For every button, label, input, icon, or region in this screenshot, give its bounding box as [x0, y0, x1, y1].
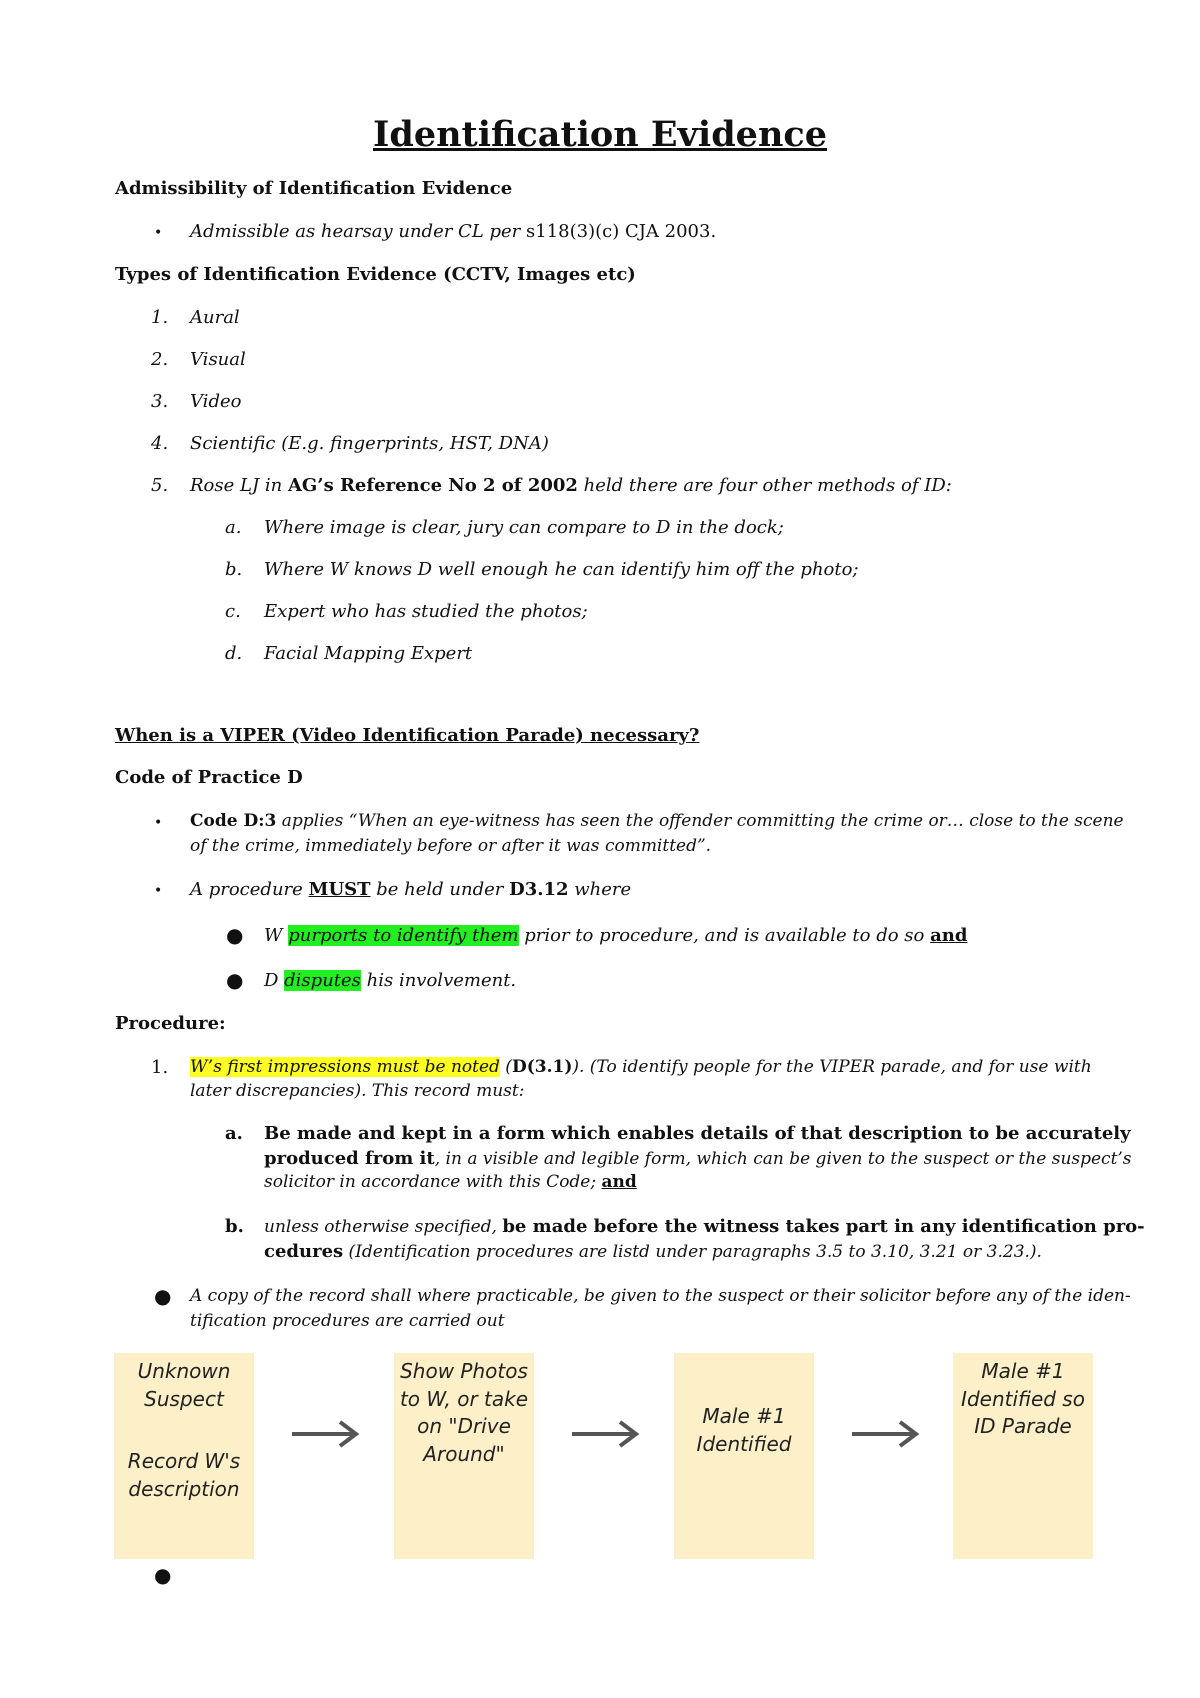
list-number: 3.: [151, 391, 169, 412]
box-text: on "Drive: [417, 1414, 511, 1439]
sub-letter: a.: [225, 517, 242, 538]
sub-letter: b.: [225, 1216, 244, 1237]
box-text: Around": [423, 1441, 505, 1466]
sub-letter: b.: [225, 559, 243, 580]
record-b-rest2: (Identification procedures are listd under paragraphs 3.5 to 3.10, 3.21 or 3.23.).: [343, 1242, 1042, 1262]
sub-item: Expert who has studied the photos;: [264, 601, 588, 622]
sub1-post: prior to procedure, and is available to do so: [518, 925, 931, 946]
record-b-bold2: cedures: [264, 1241, 344, 1262]
bullet-icon: ●: [154, 1563, 172, 1587]
box-text: ID Parade: [974, 1414, 1072, 1439]
box-text: Show Photos: [400, 1359, 528, 1383]
record-a-and: and: [601, 1172, 637, 1192]
list-number: 2.: [151, 349, 169, 370]
record-b-bold1: be made before the witness takes part in any identification pro-: [502, 1216, 1145, 1237]
box-text: Identified: [696, 1431, 792, 1456]
list-item: Aural: [190, 307, 240, 328]
record-a-bold2: produced from it: [264, 1148, 435, 1169]
box-text: Unknown: [137, 1359, 231, 1383]
highlight-disputes: disputes: [284, 970, 361, 991]
list-item: Visual: [190, 349, 246, 370]
page-title: Identification Evidence: [373, 114, 827, 155]
box-text: to W, or take: [399, 1386, 529, 1411]
item1-post: ). (To identify people for the VIPER parade, and for use with: [572, 1057, 1092, 1077]
record-a-rest2: , in a visible and legible form, which can be given to the suspect or the suspect’s: [434, 1149, 1132, 1169]
sub-item: Facial Mapping Expert: [264, 643, 473, 664]
procedure-item-1: [190, 1056, 1092, 1078]
flow-box-unknown-suspect: [114, 1353, 254, 1559]
copy-record-line2: tification procedures are carried out: [190, 1311, 505, 1331]
must-pre: A procedure: [190, 879, 309, 900]
d312-ref: D3.12: [509, 879, 569, 900]
d31-ref: D(3.1): [511, 1057, 573, 1077]
admissibility-bullet: [190, 220, 716, 243]
procedure-heading: Procedure:: [115, 1013, 226, 1034]
item5-post: held there are four other methods of ID:: [577, 475, 952, 496]
right-arrow-icon: [570, 1418, 640, 1450]
admissibility-end: .: [710, 221, 717, 242]
list-number: 4.: [151, 433, 169, 454]
code-heading: Code of Practice D: [115, 767, 303, 788]
code-d3-ref: Code D:3: [190, 811, 277, 831]
record-a-line2: [264, 1147, 1132, 1170]
code-d3-text: applies “When an eye-witness has seen the offender committing the crime or… close to the scene: [276, 811, 1124, 831]
record-a-line3-text: solicitor in accordance with this Code;: [264, 1172, 602, 1192]
admissibility-heading: Admissibility of Identification Evidence: [115, 178, 513, 199]
case-reference: AG’s Reference No 2 of 2002: [287, 475, 578, 496]
box-text: Record W's: [127, 1449, 241, 1474]
bullet-icon: ●: [226, 968, 244, 992]
sub-item: Where W knows D well enough he can identify him off the photo;: [264, 559, 859, 580]
sub1-pre: W: [264, 925, 289, 946]
must-mid: be held under: [370, 879, 510, 900]
types-heading: Types of Identification Evidence (CCTV, Images etc): [115, 264, 636, 285]
list-number: 1.: [151, 1057, 169, 1078]
bullet-icon: •: [154, 225, 163, 241]
flow-box-id-parade: [953, 1353, 1093, 1559]
admissibility-ref: s118(3)(c) CJA 2003: [526, 221, 711, 242]
flow-box-male-identified: [674, 1353, 814, 1559]
box-text: Identified so: [961, 1386, 1085, 1411]
flow-box-show-photos: [394, 1353, 534, 1559]
list-item: Video: [190, 391, 242, 412]
list-item-ag-reference: [190, 474, 952, 497]
right-arrow-icon: [290, 1418, 360, 1450]
sub-letter: c.: [225, 601, 241, 622]
item1-open: (: [499, 1057, 512, 1077]
record-b-line1: [264, 1215, 1145, 1238]
item5-pre: Rose LJ in: [190, 475, 288, 496]
list-number: 5.: [151, 475, 169, 496]
list-number: 1.: [151, 307, 169, 328]
sub2-pre: D: [264, 970, 285, 991]
box-text: description: [128, 1476, 240, 1501]
admissibility-text: Admissible as hearsay under CL per: [190, 221, 526, 242]
code-d3-line2: of the crime, immediately before or after it was committed”.: [190, 836, 712, 856]
record-a-line3: [264, 1171, 637, 1193]
must-word: MUST: [308, 879, 371, 900]
code-d3-bullet: [190, 810, 1124, 832]
highlight-first-impressions: W’s first impressions must be noted: [190, 1057, 500, 1077]
must-post: where: [568, 879, 632, 900]
bullet-icon: ●: [154, 1284, 172, 1308]
purports-sub-bullet: [264, 924, 967, 947]
bullet-icon: •: [154, 815, 163, 831]
copy-record-line1: A copy of the record shall where practicable, be given to the suspect or their solicitor before any of the iden-: [190, 1286, 1131, 1306]
sub-item: Where image is clear, jury can compare to D in the dock;: [264, 517, 784, 538]
bullet-icon: ●: [226, 923, 244, 947]
record-b-line2: [264, 1240, 1042, 1263]
bullet-icon: •: [154, 883, 163, 899]
record-a-line1: Be made and kept in a form which enables details of that description to be accurately: [264, 1123, 1131, 1144]
procedure-must-bullet: [190, 878, 631, 901]
right-arrow-icon: [850, 1418, 920, 1450]
sub-letter: a.: [225, 1123, 243, 1144]
box-text: Male #1: [702, 1404, 786, 1428]
record-b-pre: unless otherwise specified,: [264, 1217, 503, 1237]
procedure-item-1-line2: later discrepancies). This record must:: [190, 1081, 525, 1101]
highlight-purports: purports to identify them: [288, 925, 519, 946]
sub2-post: his involvement.: [360, 970, 517, 991]
list-item: Scientific (E.g. fingerprints, HST, DNA): [190, 433, 549, 454]
sub-letter: d.: [225, 643, 243, 664]
sub1-and: and: [930, 925, 968, 946]
box-text: Male #1: [981, 1359, 1065, 1383]
disputes-sub-bullet: [264, 969, 516, 992]
viper-heading: When is a VIPER (Video Identification Parade) necessary?: [115, 725, 700, 746]
box-text: Suspect: [144, 1386, 224, 1411]
